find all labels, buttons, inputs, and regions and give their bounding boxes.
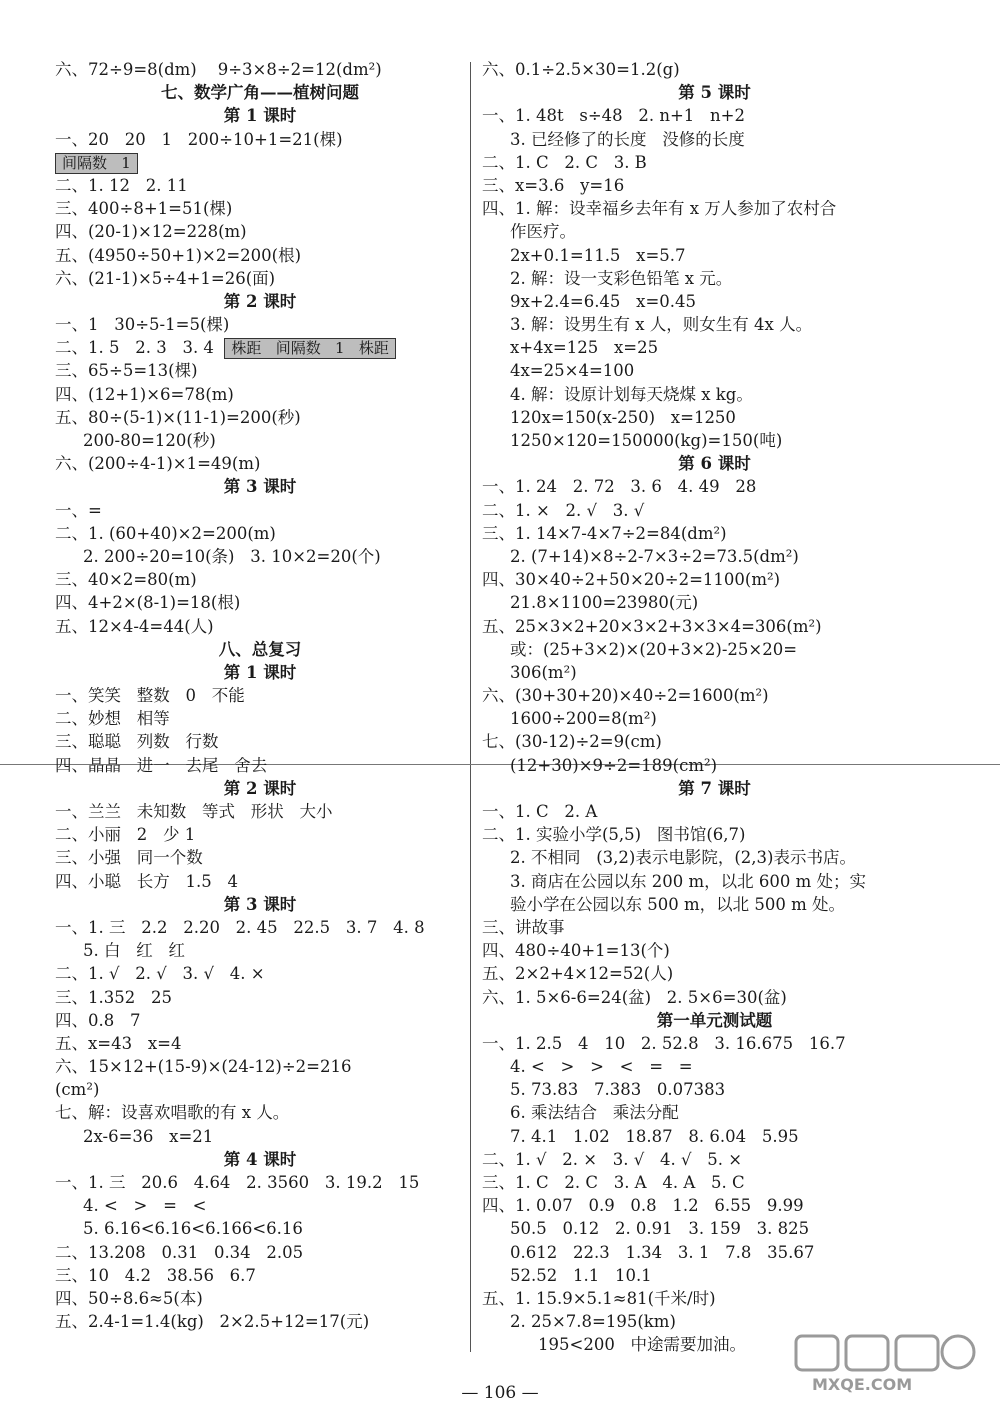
answer-text: 六、1. 5×6-6=24(盆) 2. 5×6=30(盆) [482,987,787,1007]
answer-text: 四、30×40÷2+50×20÷2=1100(m²) [482,570,781,590]
answer-line [482,870,947,893]
answer-text: 第 5 课时 [678,83,751,103]
answer-line [55,846,465,869]
answer-line [482,151,947,174]
answer-text: 二、1. C 2. C 3. B [482,152,647,172]
answer-text: 四、0.8 7 [55,1010,141,1030]
answer-line [55,267,465,290]
answer-text: 七、(30-12)÷2=9(cm) [482,732,662,752]
answer-text: 四、(12+1)×6=78(m) [55,384,234,404]
watermark-text: MXQE.COM [812,1375,913,1394]
answer-text: 二、1. 实验小学(5,5) 图书馆(6,7) [482,825,746,845]
answer-line [55,1194,465,1217]
answer-text: 四、480÷40+1=13(个) [482,941,670,961]
answer-line [55,429,465,452]
answer-line [55,591,465,614]
answer-line [482,615,947,638]
answer-text: 第 1 课时 [223,106,297,126]
answer-line [55,1101,465,1124]
answer-line [482,754,947,777]
answer-text: 八、总复习 [218,639,302,659]
answer-line [482,962,947,985]
answer-line [55,244,465,267]
answer-text: 七、解：设喜欢唱歌的有 x 人。 [55,1103,290,1123]
answer-text: 一、1. 三 2.2 2.20 2. 45 22.5 3. 7 4. 8 [55,917,425,937]
answer-line [482,359,947,382]
section-heading [482,777,947,800]
answer-line [482,267,947,290]
answer-line [482,684,947,707]
answer-text: 五、2×2+4×12=52(人) [482,964,674,984]
answer-text: 一、20 20 1 200÷10+1=21(棵) [55,129,343,149]
answer-text: 六、(200÷4-1)×1=49(m) [55,454,261,474]
answer-text: 4x=25×4=100 [510,361,635,381]
answer-line [482,1148,947,1171]
answer-line [55,58,465,81]
answer-text: 一、1. 三 20.6 4.64 2. 3560 3. 19.2 15 [55,1173,420,1192]
answer-text: 一、兰兰 未知数 等式 形状 大小 [55,802,333,821]
answer-text: 三、65÷5=13(棵) [55,361,198,381]
answer-line [55,1032,465,1055]
answer-line [482,707,947,730]
answer-text: x+4x=125 x=25 [510,338,659,358]
answer-text: 306(m²) [510,662,577,682]
answer-text: 二、13.208 0.31 0.34 2.05 [55,1242,304,1262]
answer-text: 3. 解：设男生有 x 人，则女生有 4x 人。 [510,315,813,335]
answer-line [482,174,947,197]
section-heading [482,1009,947,1032]
answer-text: 一、笑笑 整数 0 不能 [55,686,245,706]
answer-line [482,661,947,684]
answer-text: 第 2 课时 [223,778,297,798]
answer-text: 一、1 30÷5-1=5(棵) [55,315,230,335]
answer-text: 五、(4950÷50+1)×2=200(根) [55,245,302,265]
answer-text: 验小学在公园以东 500 m，以北 500 m 处。 [510,894,846,914]
answer-text: 7. 4.1 1.02 18.87 8. 6.04 5.95 [510,1126,799,1146]
answer-text: 五、80÷(5-1)×(11-1)=200(秒) [55,407,301,427]
answer-text: 三、讲故事 [482,917,565,937]
answer-line [482,591,947,614]
answer-line [55,870,465,893]
answer-text: 52.52 1.1 10.1 [510,1265,652,1285]
answer-line [482,220,947,243]
answer-text: 六、15×12+(15-9)×(24-12)÷2=216 [55,1057,352,1077]
answer-text: 三、x=3.6 y=16 [482,175,625,195]
answer-text: 2. 25×7.8=195(km) [510,1312,676,1332]
answer-text: 五、x=43 x=4 [55,1033,182,1053]
answer-text: 四、1. 0.07 0.9 0.8 1.2 6.55 9.99 [482,1196,804,1216]
answer-line [55,128,465,151]
answer-line [482,545,947,568]
answer-line [482,1217,947,1240]
answer-text: 0.612 22.3 1.34 3. 1 7.8 35.67 [510,1242,815,1262]
answer-line [482,730,947,753]
answer-text: 三、40×2=80(m) [55,570,197,590]
section-heading [482,452,947,475]
answer-line [55,730,465,753]
answer-line [55,1241,465,1264]
answer-line [482,1194,947,1217]
answer-line [482,290,947,313]
section-heading [55,290,465,313]
answer-line [482,800,947,823]
answer-line [55,499,465,522]
section-heading [55,104,465,127]
answer-text: 3. 已经修了的长度 没修的长度 [510,129,745,149]
answer-line [482,499,947,522]
answer-line [55,151,465,174]
answer-line [55,568,465,591]
answer-text: 第 3 课时 [223,477,297,497]
answer-text: 第 3 课时 [223,894,297,914]
answer-line [482,893,947,916]
answer-line [482,128,947,151]
answer-text: 4. < > = < [83,1196,207,1216]
answer-line [482,846,947,869]
answer-line [55,452,465,475]
page-number: — 106 — [461,1383,539,1403]
answer-text: 五、12×4-4=44(人) [55,616,214,636]
answer-text: 9x+2.4=6.45 x=0.45 [510,291,697,311]
answer-text: 或：(25+3×2)×(20+3×2)-25×20= [510,639,798,659]
right-column [482,58,947,1357]
answer-line [482,1287,947,1310]
answer-text: 四、(20-1)×12=228(m) [55,222,247,242]
section-heading [55,638,465,661]
answer-text: 作医疗。 [510,222,576,242]
answer-line [482,429,947,452]
answer-line [482,568,947,591]
answer-text: 三、1. 14×7-4×7÷2=84(dm²) [482,523,727,543]
answer-line [482,1264,947,1287]
answer-line [55,197,465,220]
answer-text: 1250×120=150000(kg)=150(吨) [510,431,783,450]
answer-line [55,1217,465,1240]
answer-line [55,986,465,1009]
answer-line [482,406,947,429]
answer-text: 1600÷200=8(m²) [510,709,657,729]
answer-line [482,1310,947,1333]
answer-line [55,1055,465,1078]
answer-text: 五、2.4-1=1.4(kg) 2×2.5+12=17(元) [55,1312,370,1332]
answer-line [55,1171,465,1194]
answer-line [482,986,947,1009]
answer-text: 3. 商店在公园以东 200 m，以北 600 m 处；实 [510,871,866,891]
answer-line [482,1125,947,1148]
answer-text: 四、1. 解：设幸福乡去年有 x 万人参加了农村合 [482,199,837,219]
answer-line [55,406,465,429]
answer-text: 第 4 课时 [223,1149,297,1169]
answer-text: 二、小丽 2 少 1 [55,825,196,845]
answer-line [55,313,465,336]
answer-text: 4. < > > < = = [510,1057,693,1077]
answer-text: 一、= [55,500,102,520]
answer-line [55,383,465,406]
answer-text: 四、晶晶 进一 去尾 舍去 [55,755,268,775]
answer-line [55,545,465,568]
answer-line [55,1264,465,1287]
section-heading [55,777,465,800]
answer-text: 一、1. C 2. A [482,802,598,821]
answer-text: 三、聪聪 列数 行数 [55,732,219,752]
answer-text: 2. 不相同 (3,2)表示电影院，(2,3)表示书店。 [510,848,856,868]
answer-text: 21.8×1100=23980(元) [510,593,699,613]
answer-text: 五、25×3×2+20×3×2+3×3×4=306(m²) [482,616,822,636]
answer-text: 5. 6.16<6.16<6.166<6.16 [83,1219,303,1239]
answer-line [55,220,465,243]
answer-text: 第 1 课时 [223,662,297,682]
answer-text: 六、(21-1)×5÷4+1=26(面) [55,268,276,288]
answer-text: 三、10 4.2 38.56 6.7 [55,1265,256,1285]
answer-line [55,1125,465,1148]
answer-text: 三、1.352 25 [55,987,172,1007]
answer-line [55,359,465,382]
answer-line [482,383,947,406]
answer-line [482,939,947,962]
answer-text: 四、50÷8.6≈5(本) [55,1288,203,1308]
answer-text: 三、1. C 2. C 3. A 4. A 5. C [482,1173,745,1192]
answer-text: 二、1. √ 2. √ 3. √ 4. × [55,964,265,984]
answer-text: 5. 73.83 7.383 0.07383 [510,1080,726,1100]
answer-text: 6. 乘法结合 乘法分配 [510,1103,679,1123]
answer-text: 2x-6=36 x=21 [83,1126,214,1146]
answer-line [482,823,947,846]
answer-text: 2. 解：设一支彩色铅笔 x 元。 [510,268,733,288]
answer-line [482,1032,947,1055]
section-heading [55,81,465,104]
answer-line [482,916,947,939]
answer-text: 第 7 课时 [678,778,751,798]
answer-line [482,638,947,661]
answer-text: 二、1. (60+40)×2=200(m) [55,523,276,543]
answer-line [482,1241,947,1264]
answer-line [55,962,465,985]
section-heading [55,1148,465,1171]
answer-text: 六、72÷9=8(dm) 9÷3×8÷2=12(dm²) [55,60,382,79]
answer-text: 4. 解：设原计划每天烧煤 x kg。 [510,384,753,404]
answer-text: 二、1. √ 2. × 3. √ 4. √ 5. × [482,1149,743,1169]
answer-text: 一、1. 48t s÷48 2. n+1 n+2 [482,106,745,126]
answer-text: 六、(30+30+20)×40÷2=1600(m²) [482,686,769,706]
answer-text: 五、1. 15.9×5.1≈81(千米/时) [482,1288,716,1308]
answer-text: 二、1. 12 2. 11 [55,175,188,195]
answer-line [482,1078,947,1101]
answer-text: 200-80=120(秒) [83,431,216,450]
answer-text: 二、1. × 2. √ 3. √ [482,500,645,520]
answer-text: 第一单元测试题 [656,1010,773,1030]
answer-text: 195<200 中途需要加油。 [538,1335,747,1355]
answer-text: 2. 200÷20=10(条) 3. 10×2=20(个) [83,546,381,566]
answer-line [55,707,465,730]
answer-line [55,174,465,197]
section-heading [55,893,465,916]
answer-text: (12+30)×9÷2=189(cm²) [510,755,718,775]
answer-line [482,197,947,220]
answer-line [55,754,465,777]
answer-line [55,522,465,545]
answer-text: 2. (7+14)×8÷2-7×3÷2=73.5(dm²) [510,546,799,566]
answer-line [482,58,947,81]
section-heading [55,661,465,684]
answer-text: 三、小强 同一个数 [55,848,203,868]
answer-line [55,1287,465,1310]
answer-text: 四、4+2×(8-1)=18(根) [55,593,241,613]
answer-text: 50.5 0.12 2. 0.91 3. 159 3. 825 [510,1219,810,1239]
highlighted-answer: 株距 间隔数 1 株距 [224,338,395,359]
answer-line [482,313,947,336]
answer-line [55,684,465,707]
answer-text: 一、1. 2.5 4 10 2. 52.8 3. 16.675 16.7 [482,1033,846,1053]
answer-line [55,615,465,638]
answer-line [55,1078,465,1101]
answer-line [55,916,465,939]
answer-line [482,475,947,498]
watermark-logo [790,1332,980,1394]
answer-text: 三、400÷8+1=51(棵) [55,199,233,219]
highlighted-answer: 间隔数 1 [55,153,138,174]
left-column [55,58,465,1333]
answer-line [55,823,465,846]
answer-text: 七、数学广角——植树问题 [161,83,359,103]
answer-line [55,336,465,359]
section-heading [482,81,947,104]
answer-text: 120x=150(x-250) x=1250 [510,407,736,427]
answer-line [482,244,947,267]
answer-line [482,1171,947,1194]
answer-line [482,1101,947,1124]
answer-text: 第 2 课时 [223,291,297,311]
answer-line [55,939,465,962]
answer-line [55,800,465,823]
answer-line [482,336,947,359]
answer-text: 六、0.1÷2.5×30=1.2(g) [482,60,680,79]
answer-text: 二、妙想 相等 [55,709,170,729]
answer-text: 一、1. 24 2. 72 3. 6 4. 49 28 [482,477,757,497]
answer-text: 二、1. 5 2. 3 3. 4 [55,338,225,358]
answer-line [482,104,947,127]
answer-text: 2x+0.1=11.5 x=5.7 [510,245,686,265]
answer-line [482,522,947,545]
section-heading [55,475,465,498]
answer-line [55,1009,465,1032]
answer-text: 四、小聪 长方 1.5 4 [55,871,238,891]
answer-line [482,1055,947,1078]
answer-text: 5. 白 红 红 [83,941,185,961]
answer-text: (cm²) [55,1080,100,1100]
column-divider [470,62,471,1352]
answer-line [55,1310,465,1333]
answer-text: 第 6 课时 [678,454,751,474]
